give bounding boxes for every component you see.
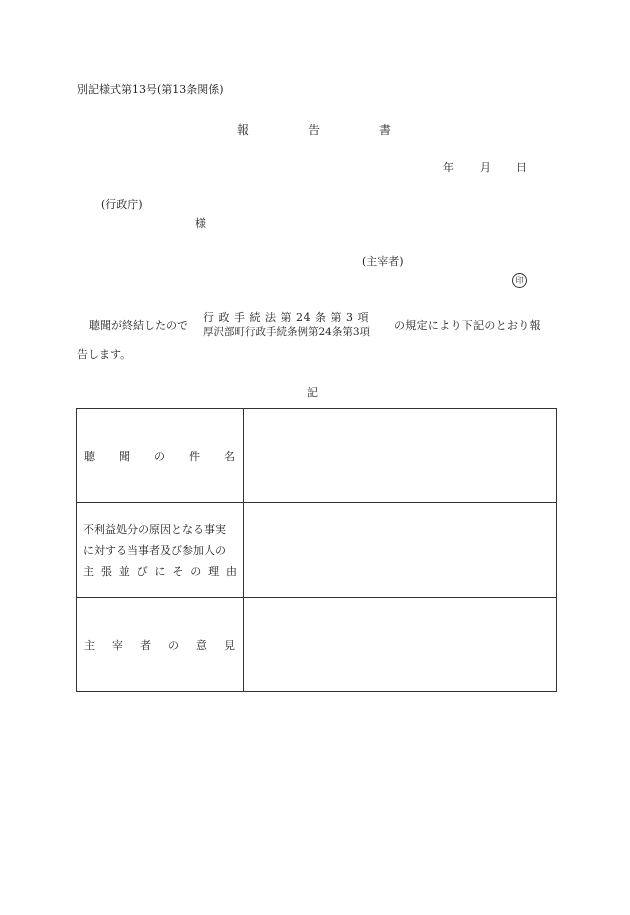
table-row (77, 503, 557, 598)
honorific-label: 様 (195, 217, 206, 230)
label-char: 意 (196, 638, 207, 652)
label-char: 主 (84, 638, 95, 652)
label-line: に対する当事者及び参加人の (83, 543, 226, 557)
parties-claims-field[interactable] (244, 503, 557, 598)
law-reference-local: 厚沢部町行政手続条例第24条第3項 (203, 326, 371, 338)
body-suffix: の規定により下記のとおり報 (394, 319, 541, 332)
label-char: の (154, 449, 165, 463)
table-row (77, 409, 557, 503)
label-char: 由 (226, 564, 237, 578)
label-char: 宰 (112, 638, 123, 652)
date-year-label: 年 (443, 161, 454, 174)
presider-opinion-field[interactable] (244, 598, 557, 692)
hearing-case-name-field[interactable] (244, 409, 557, 503)
parties-claims-label (77, 503, 244, 598)
presider-label: (主宰者) (362, 255, 404, 268)
label-char: 聴 (84, 449, 95, 463)
table-row (77, 598, 557, 692)
label-char: 主 (83, 564, 94, 578)
label-char: 者 (140, 638, 151, 652)
title-char-1: 報 (237, 123, 250, 137)
seal-mark: 印 (512, 273, 527, 288)
presider-opinion-label (77, 598, 244, 692)
agency-label: (行政庁) (101, 198, 143, 211)
ki-heading: 記 (307, 386, 318, 399)
date-month-label: 月 (480, 161, 491, 174)
body-prefix: 聴聞が終結したので (89, 319, 188, 332)
form-number: 別記様式第13号(第13条関係) (77, 83, 224, 96)
label-char: 見 (224, 638, 235, 652)
label-char: 並 (118, 564, 130, 578)
label-char: び (136, 564, 148, 578)
hearing-case-name-label (77, 409, 244, 503)
label-char: 件 (189, 449, 200, 463)
body-suffix-continued: 告します。 (77, 348, 132, 361)
label-line (83, 561, 237, 582)
label-char: 名 (224, 449, 235, 463)
law-reference-national: 行 政 手 続 法 第 24 条 第 3 項 (203, 311, 369, 324)
label-char: に (154, 564, 166, 578)
label-char: の (190, 564, 202, 578)
label-char: 張 (100, 564, 112, 578)
label-char: 聞 (119, 449, 130, 463)
title-char-2: 告 (308, 123, 321, 137)
title-char-3: 書 (379, 123, 392, 137)
label-char: そ (172, 564, 184, 578)
date-day-label: 日 (516, 161, 527, 174)
label-char: の (168, 638, 179, 652)
report-table (76, 408, 557, 692)
label-char: 理 (208, 564, 220, 578)
label-line: 不利益処分の原因となる事実 (83, 522, 226, 536)
